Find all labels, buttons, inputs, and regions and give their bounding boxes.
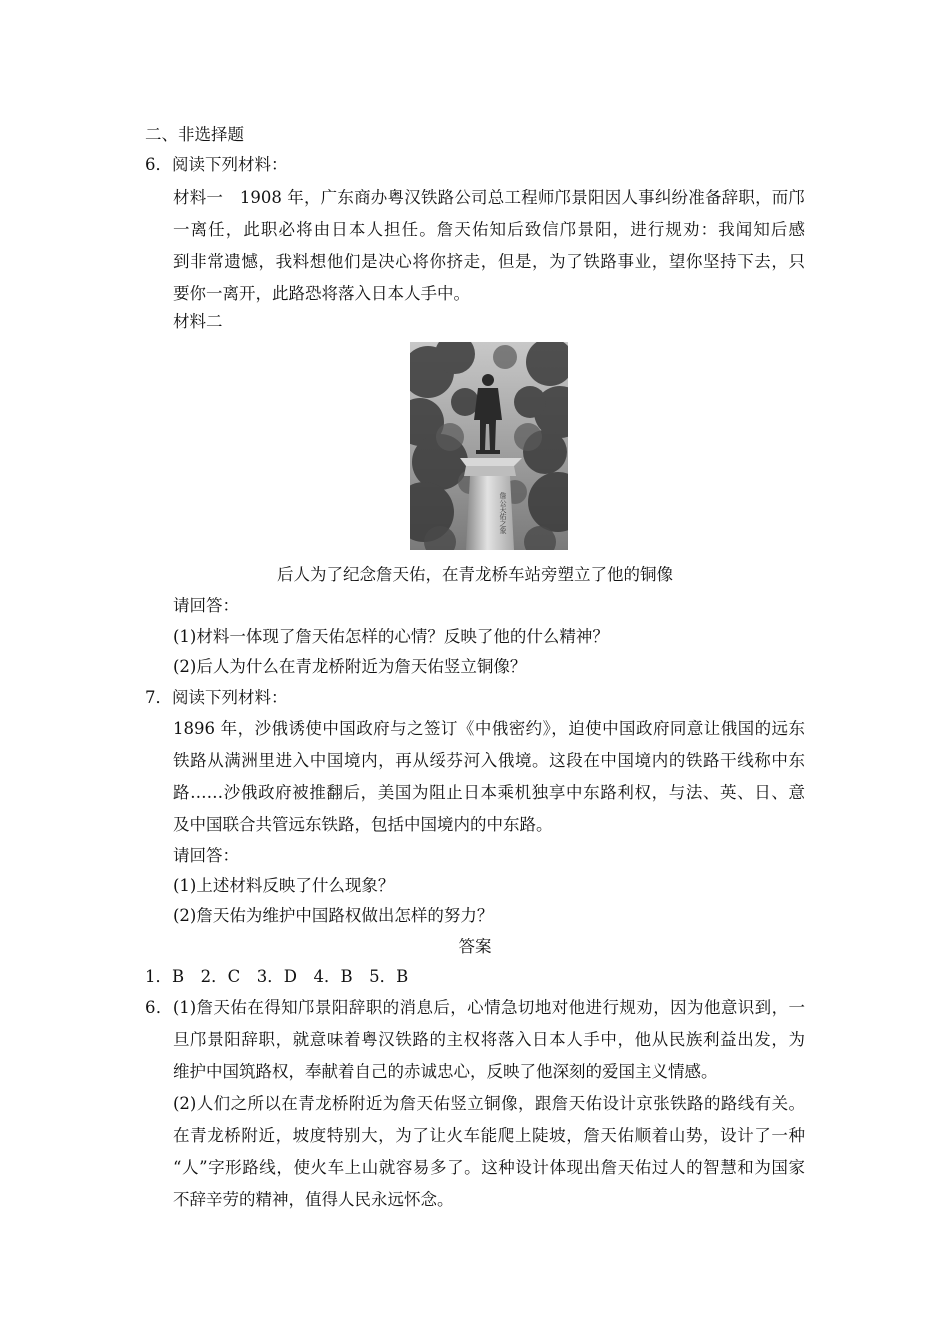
q6-ask: 请回答：: [173, 596, 239, 615]
answer-6-line: 在青龙桥附近，坡度特别大，为了让火车能爬上陡坡，詹天佑顺着山势，设计了一种: [173, 1126, 805, 1145]
question-7-intro: 7．阅读下列材料：: [145, 688, 288, 707]
material-1-line: 材料一 1908 年，广东商办粤汉铁路公司总工程师邝景阳因人事纠纷准备辞职，而邝: [173, 188, 805, 207]
q7-sub-question-1: (1)上述材料反映了什么现象？: [173, 876, 395, 895]
question-6-intro: 6．阅读下列材料：: [145, 155, 288, 174]
answer-6-line: 旦邝景阳辞职，就意味着粤汉铁路的主权将落入日本人手中，他从民族利益出发，为: [173, 1030, 805, 1049]
photo-caption: 后人为了纪念詹天佑，在青龙桥车站旁塑立了他的铜像: [277, 565, 673, 584]
material-7-line: 路……沙俄政府被推翻后，美国为阻止日本乘机独享中东路利权，与法、英、日、意: [173, 783, 805, 802]
multiple-choice-answers: 1．B 2．C 3．D 4．B 5．B: [145, 967, 409, 986]
answer-6-line: “人”字形路线，使火车上山就容易多了。这种设计体现出詹天佑过人的智慧和为国家: [173, 1158, 805, 1177]
material-2-label: 材料二: [173, 312, 223, 331]
answer-title: 答案: [458, 937, 492, 956]
statue-photo-image: [410, 342, 568, 550]
section-title: 二、非选择题: [145, 125, 244, 144]
material-7-line: 及中国联合共管远东铁路，包括中国境内的中东路。: [173, 815, 553, 834]
material-7-line: 1896 年，沙俄诱使中国政府与之签订《中俄密约》，迫使中国政府同意让俄国的远东: [173, 719, 805, 738]
answer-6-line: (2)人们之所以在青龙桥附近为詹天佑竖立铜像，跟詹天佑设计京张铁路的路线有关。: [173, 1094, 805, 1113]
statue-photo: [410, 342, 568, 550]
answer-6-line: 不辞辛劳的精神，值得人民永远怀念。: [173, 1190, 454, 1209]
material-1-line: 到非常遗憾，我料想他们是决心将你挤走，但是，为了铁路事业，望你坚持下去，只: [173, 252, 805, 271]
statue-inscription: 詹公天佑之象: [499, 492, 507, 534]
q6-sub-question-1: (1)材料一体现了詹天佑怎样的心情？反映了他的什么精神？: [173, 627, 609, 646]
answer-6-line: 6．(1)詹天佑在得知邝景阳辞职的消息后，心情急切地对他进行规劝，因为他意识到，一: [145, 998, 805, 1017]
q7-sub-question-2: (2)詹天佑为维护中国路权做出怎样的努力？: [173, 906, 494, 925]
answer-6-line: 维护中国筑路权，奉献着自己的赤诚忠心，反映了他深刻的爱国主义情感。: [173, 1062, 718, 1081]
q7-ask: 请回答：: [173, 846, 239, 865]
material-7-line: 铁路从满洲里进入中国境内，再从绥芬河入俄境。这段在中国境内的铁路干线称中东: [173, 751, 805, 770]
material-1-line: 要你一离开，此路恐将落入日本人手中。: [173, 284, 470, 303]
q6-sub-question-2: (2)后人为什么在青龙桥附近为詹天佑竖立铜像？: [173, 657, 527, 676]
material-1-line: 一离任，此职必将由日本人担任。詹天佑知后致信邝景阳，进行规劝：我闻知后感: [173, 220, 805, 239]
